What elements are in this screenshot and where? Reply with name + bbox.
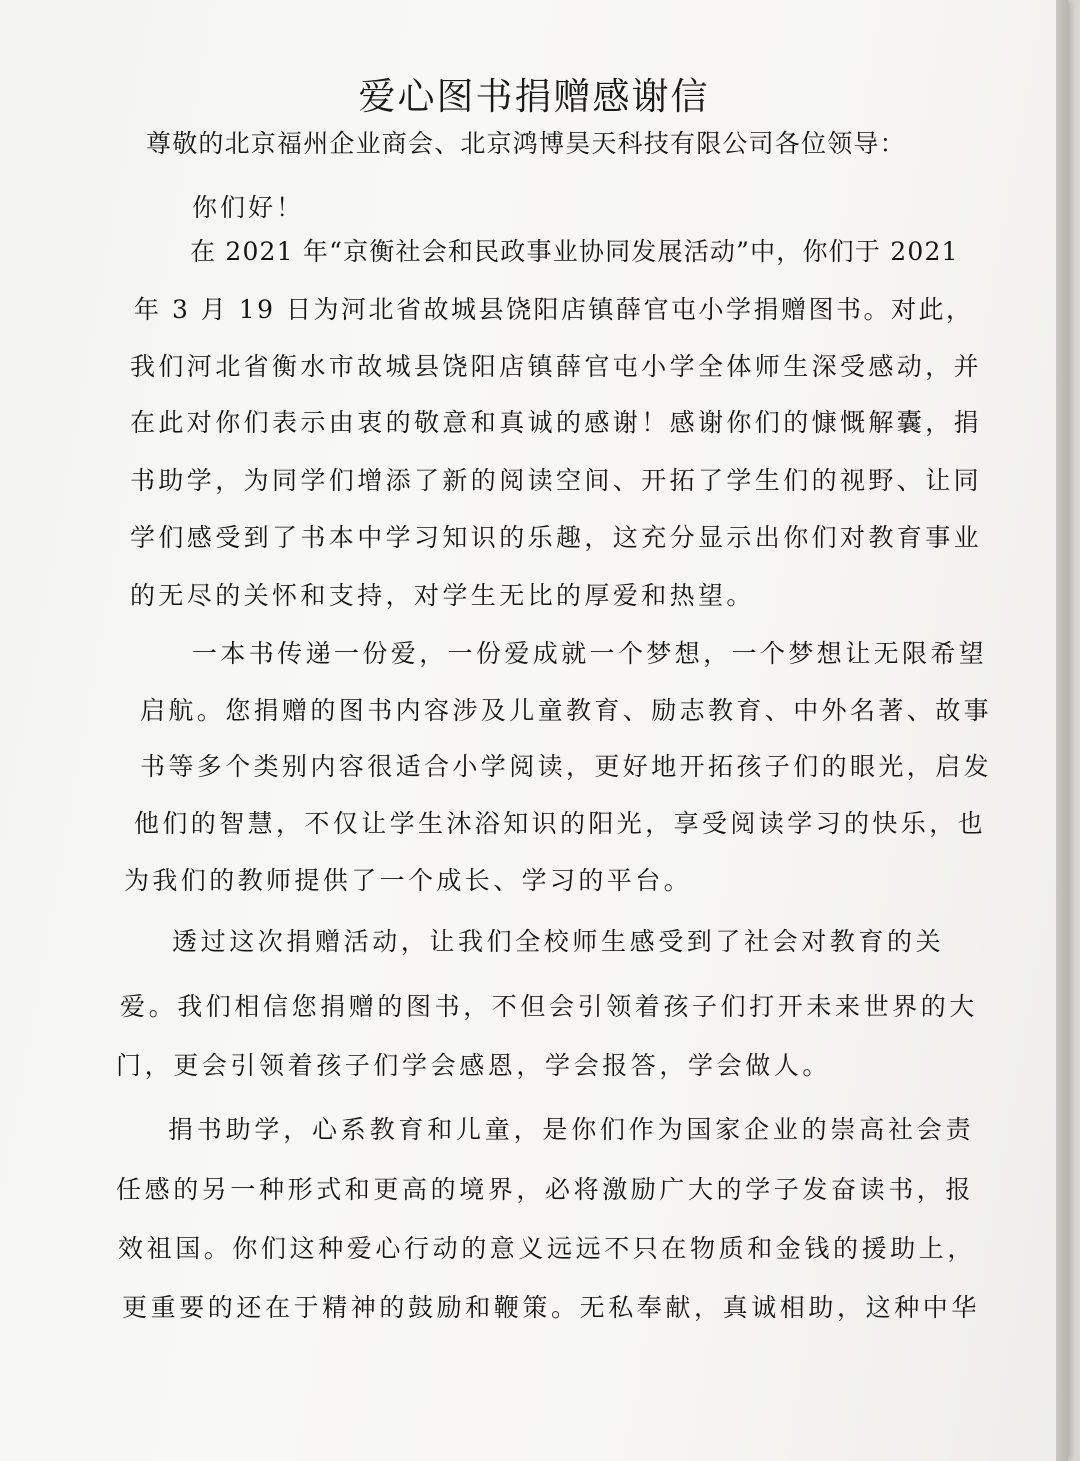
paragraph-4-line-4: 更重要的还在于精神的鼓励和鞭策。无私奉献，真诚相助，这种中华 <box>122 1293 981 1322</box>
paragraph-1-line-3: 我们河北省衡水市故城县饶阳店镇薛官屯小学全体师生深受感动，并 <box>130 352 983 381</box>
paragraph-4-line-3: 效祖国。你们这种爱心行动的意义远远不只在物质和金钱的援助上， <box>118 1234 977 1263</box>
paragraph-3-line-3: 门，更会引领着孩子们学会感恩，学会报答，学会做人。 <box>116 1051 832 1080</box>
paragraph-2-line-2: 启航。您捐赠的图书内容涉及儿童教育、励志教育、中外名著、故事 <box>140 696 993 725</box>
paragraph-3-line-2: 爱。我们相信您捐赠的图书，不但会引领着孩子们打开未来世界的大 <box>120 992 979 1021</box>
greeting: 你们好！ <box>192 193 305 222</box>
paragraph-1-line-6: 学们感受到了书本中学习知识的乐趣，这充分显示出你们对教育事业 <box>130 523 983 552</box>
paragraph-4-line-2: 任感的另一种形式和更高的境界，必将激励广大的学子发奋读书，报 <box>116 1175 975 1204</box>
paragraph-3-line-1: 透过这次捐赠活动，让我们全校师生感受到了社会对教育的关 <box>172 927 945 956</box>
paragraph-1-line-1: 在 2021 年“京衡社会和民政事业协同发展活动”中，你们于 2021 <box>190 237 959 266</box>
paragraph-2-line-5: 为我们的教师提供了一个成长、学习的平台。 <box>124 866 693 895</box>
paragraph-1-line-5: 书助学，为同学们增添了新的阅读空间、开拓了学生们的视野、让同 <box>130 466 983 495</box>
paragraph-2-line-3: 书等多个类别内容很适合小学阅读，更好地开拓孩子们的眼光，启发 <box>140 752 993 781</box>
paragraph-2-line-4: 他们的智慧，不仅让学生沐浴知识的阳光，享受阅读学习的快乐，也 <box>134 809 987 838</box>
paragraph-2-line-1: 一本书传递一份爱，一份爱成就一个梦想，一个梦想让无限希望 <box>192 639 988 668</box>
paragraph-1-line-7: 的无尽的关怀和支持，对学生无比的厚爱和热望。 <box>130 581 755 610</box>
letter-title: 爱心图书捐赠感谢信 <box>358 75 710 118</box>
salutation: 尊敬的北京福州企业商会、北京鸿博昊天科技有限公司各位领导： <box>146 129 906 158</box>
paragraph-1-line-2: 年 3 月 19 日为河北省故城县饶阳店镇薛官屯小学捐赠图书。对此， <box>134 295 974 324</box>
paragraph-4-line-1: 捐书助学，心系教育和儿童，是你们作为国家企业的崇高社会责 <box>168 1115 975 1144</box>
paper-edge <box>1056 0 1068 1461</box>
paragraph-1-line-4: 在此对你们表示由衷的敬意和真诚的感谢！感谢你们的慷慨解囊，捐 <box>130 408 983 437</box>
